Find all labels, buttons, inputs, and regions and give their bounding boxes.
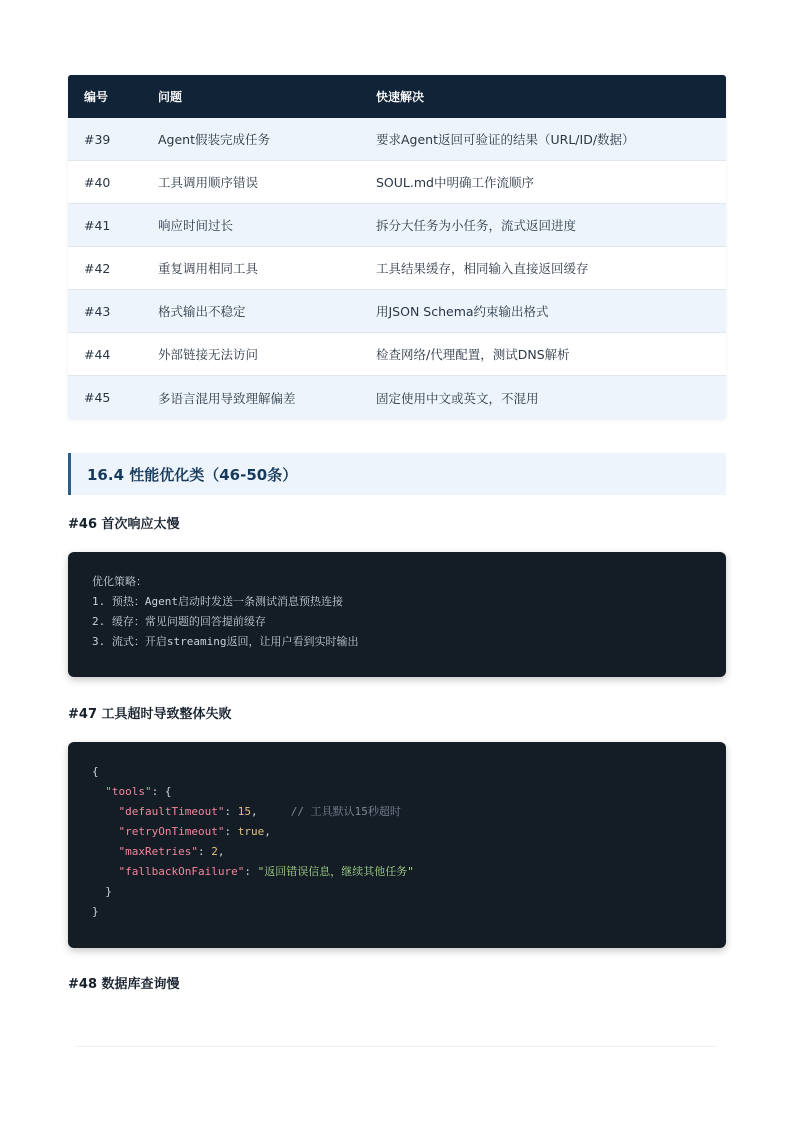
cell-id: #39 <box>84 131 111 147</box>
table-header-row <box>68 75 726 118</box>
code-key: "tools" <box>105 785 152 798</box>
code-token: } <box>92 905 99 918</box>
cell-solution: 固定使用中文或英文，不混用 <box>376 390 539 406</box>
divider <box>76 1046 716 1047</box>
cell-id: #42 <box>84 260 111 276</box>
cell-solution: SOUL.md中明确工作流顺序 <box>376 175 534 190</box>
cell-solution: 检查网络/代理配置，测试DNS解析 <box>376 347 570 362</box>
table-row <box>68 118 726 161</box>
item-46-title: #46 首次响应太慢 <box>68 517 180 532</box>
code-key: "fallbackOnFailure" <box>118 865 245 878</box>
item-48-title: #48 数据库查询慢 <box>68 977 180 992</box>
table-row <box>68 333 726 376</box>
code-value: "返回错误信息，继续其他任务" <box>257 865 414 878</box>
cell-solution: 要求Agent返回可验证的结果（URL/ID/数据） <box>376 132 635 147</box>
code-line: 3. 流式：开启streaming返回，让用户看到实时输出 <box>92 635 359 648</box>
quick-fix-table <box>68 75 726 419</box>
cell-solution: 工具结果缓存，相同输入直接返回缓存 <box>376 261 589 276</box>
cell-solution: 用JSON Schema约束输出格式 <box>376 304 549 319</box>
code-block-47 <box>68 742 726 948</box>
code-key: "retryOnTimeout" <box>118 825 225 838</box>
code-line: 2. 缓存：常见问题的回答提前缓存 <box>92 615 266 628</box>
cell-id: #41 <box>84 217 111 233</box>
code-token: : { <box>151 785 172 798</box>
item-47-title: #47 工具超时导致整体失败 <box>68 707 232 722</box>
code-line <box>92 762 726 782</box>
cell-problem: Agent假装完成任务 <box>158 132 270 147</box>
table-row <box>68 290 726 333</box>
table-row <box>68 247 726 290</box>
header-id: 编号 <box>84 90 109 104</box>
cell-solution: 拆分大任务为小任务，流式返回进度 <box>376 218 577 233</box>
cell-id: #43 <box>84 303 111 319</box>
code-line: "defaultTimeout": 15, // 工具默认15秒超时 <box>118 805 401 818</box>
code-value: 15 <box>237 805 251 818</box>
header-problem: 问题 <box>158 90 183 104</box>
code-token: { <box>92 765 99 778</box>
code-line: 1. 预热：Agent启动时发送一条测试消息预热连接 <box>92 595 343 608</box>
cell-problem: 重复调用相同工具 <box>158 261 259 276</box>
code-line <box>92 902 726 922</box>
cell-id: #45 <box>84 390 111 405</box>
cell-id: #44 <box>84 346 111 362</box>
table-row <box>68 161 726 204</box>
cell-id: #40 <box>84 174 111 190</box>
code-key: "defaultTimeout" <box>118 805 225 818</box>
code-value: 2 <box>211 845 218 858</box>
code-line <box>92 782 726 802</box>
cell-problem: 工具调用顺序错误 <box>158 175 259 190</box>
code-line: "fallbackOnFailure": "返回错误信息，继续其他任务" <box>118 865 414 878</box>
code-line: "retryOnTimeout": true, <box>118 825 271 838</box>
code-line: 优化策略： <box>92 575 147 588</box>
code-comment: // 工具默认15秒超时 <box>290 805 401 818</box>
code-token: } <box>105 885 112 898</box>
section-heading: 16.4 性能优化类（46-50条） <box>68 453 726 495</box>
code-value: true <box>237 825 265 838</box>
table-row <box>68 376 726 419</box>
code-key: "maxRetries" <box>118 845 198 858</box>
cell-problem: 响应时间过长 <box>158 218 234 233</box>
cell-problem: 多语言混用导致理解偏差 <box>158 390 296 406</box>
code-line: "maxRetries": 2, <box>118 845 225 858</box>
cell-problem: 格式输出不稳定 <box>158 304 246 319</box>
header-solution: 快速解决 <box>376 90 425 104</box>
code-line <box>92 882 726 902</box>
cell-problem: 外部链接无法访问 <box>158 347 259 362</box>
code-block-46 <box>68 552 726 677</box>
table-row <box>68 204 726 247</box>
